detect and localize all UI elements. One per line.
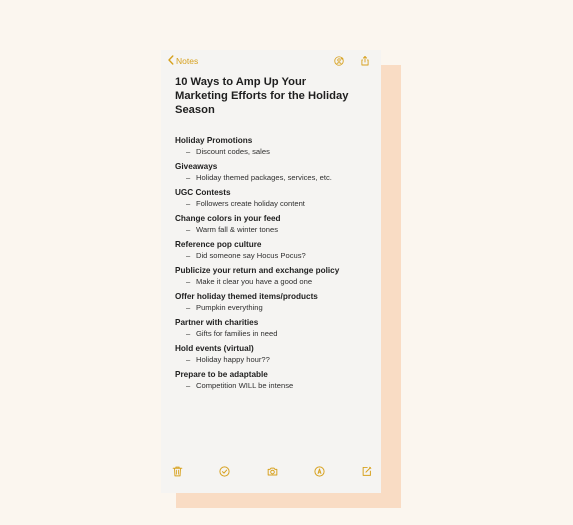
- list-item: [175, 370, 375, 396]
- item-detail: [186, 147, 270, 157]
- checklist-icon[interactable]: [218, 465, 231, 483]
- dash-icon: –: [186, 355, 191, 364]
- item-heading: Reference pop culture: [175, 240, 262, 249]
- item-detail: [186, 173, 332, 183]
- bottom-toolbar: [161, 465, 381, 483]
- dash-icon: –: [186, 251, 191, 260]
- list-item: [175, 292, 375, 318]
- list-item: [175, 162, 375, 188]
- camera-icon[interactable]: [266, 465, 279, 483]
- navigation-bar: [161, 50, 381, 72]
- item-heading: Holiday Promotions: [175, 136, 253, 145]
- item-detail: [186, 303, 263, 313]
- item-heading: UGC Contests: [175, 188, 231, 197]
- item-detail: [186, 251, 306, 261]
- trash-icon[interactable]: [171, 465, 184, 483]
- person-plus-icon[interactable]: [333, 54, 345, 72]
- item-heading: Offer holiday themed items/products: [175, 292, 318, 301]
- item-detail: [186, 329, 277, 339]
- item-detail-text: Warm fall & winter tones: [196, 225, 279, 234]
- item-detail-text: Gifts for families in need: [196, 329, 278, 338]
- item-heading: Partner with charities: [175, 318, 259, 327]
- list-item: [175, 344, 375, 370]
- top-actions: [333, 54, 371, 72]
- item-detail: [186, 381, 293, 391]
- note-body-list: [175, 136, 375, 396]
- list-item: [175, 188, 375, 214]
- item-detail: [186, 355, 270, 365]
- item-heading: Hold events (virtual): [175, 344, 254, 353]
- dash-icon: –: [186, 381, 191, 390]
- back-button[interactable]: [167, 55, 198, 67]
- back-button-label: Notes: [176, 56, 199, 66]
- item-detail-text: Discount codes, sales: [196, 147, 270, 156]
- item-heading: Publicize your return and exchange policy: [175, 266, 340, 275]
- list-item: [175, 240, 375, 266]
- item-detail-text: Make it clear you have a good one: [196, 277, 313, 286]
- list-item: [175, 136, 375, 162]
- item-detail: [186, 199, 305, 209]
- dash-icon: –: [186, 199, 191, 208]
- item-detail-text: Followers create holiday content: [196, 199, 305, 208]
- list-item: [175, 318, 375, 344]
- item-detail-text: Pumpkin everything: [196, 303, 263, 312]
- share-icon[interactable]: [359, 54, 371, 72]
- notes-screen: [161, 50, 381, 493]
- dash-icon: –: [186, 173, 191, 182]
- dash-icon: –: [186, 329, 191, 338]
- note-title: 10 Ways to Amp Up Your Marketing Efforts for the Holiday Season: [175, 76, 349, 116]
- item-detail: [186, 225, 278, 235]
- item-detail-text: Did someone say Hocus Pocus?: [196, 251, 306, 260]
- item-detail: [186, 277, 312, 287]
- list-item: [175, 266, 375, 292]
- markup-icon[interactable]: [313, 465, 326, 483]
- item-heading: Change colors in your feed: [175, 214, 281, 223]
- item-detail-text: Competition WILL be intense: [196, 381, 294, 390]
- list-item: [175, 214, 375, 240]
- dash-icon: –: [186, 303, 191, 312]
- compose-icon[interactable]: [360, 465, 373, 483]
- item-heading: Prepare to be adaptable: [175, 370, 268, 379]
- dash-icon: –: [186, 147, 191, 156]
- item-detail-text: Holiday themed packages, services, etc.: [196, 173, 332, 182]
- chevron-left-icon: [167, 55, 176, 67]
- item-heading: Giveaways: [175, 162, 218, 171]
- dash-icon: –: [186, 277, 191, 286]
- dash-icon: –: [186, 225, 191, 234]
- item-detail-text: Holiday happy hour??: [196, 355, 270, 364]
